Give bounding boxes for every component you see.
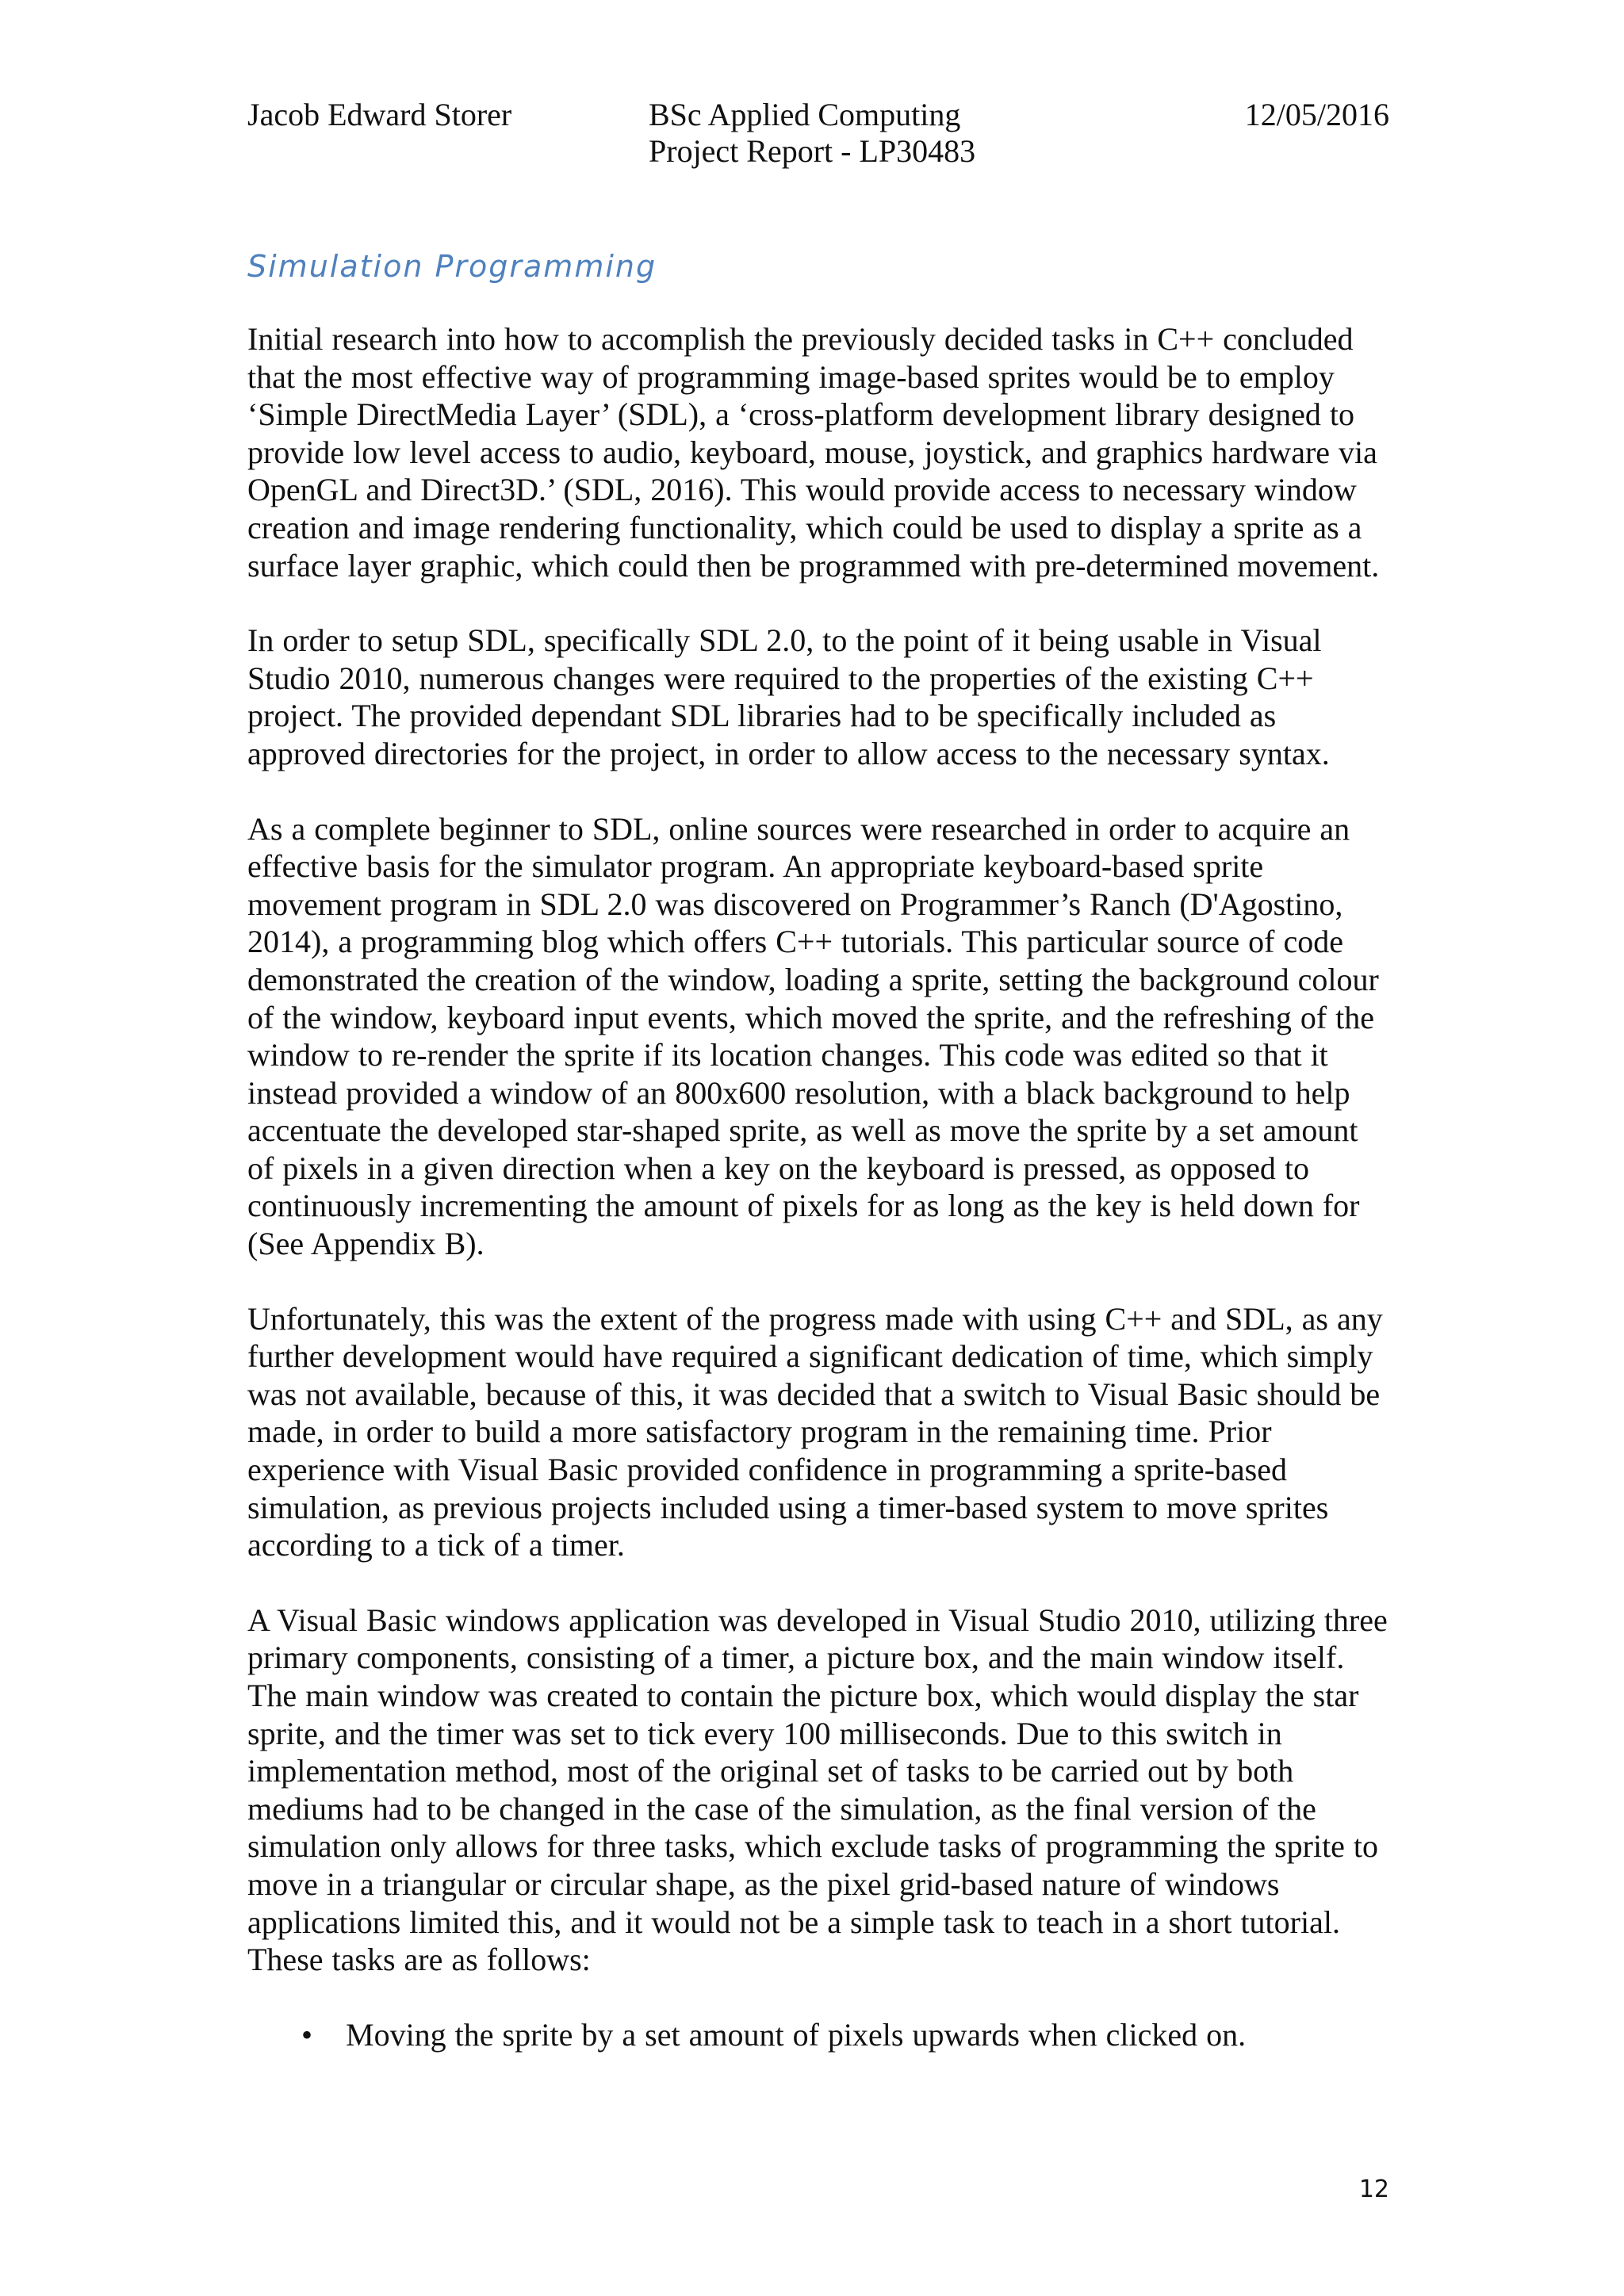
header-date: 12/05/2016 (1244, 97, 1389, 132)
paragraph: As a complete beginner to SDL, online sources were researched in order to acquire an effective basis for the simulator program. An appropriate keyboard-based sprite movement program in SDL 2.0 was discovered on Programmer’s Ranch (D'Agostino, 2014), a programming blog which offers C++ tutorials. This particular source of code demonstrated the creation of the window, loading a sprite, setting the background colour of the window, keyboard input events, which moved the sprite, and the refreshing of the window to re-render the sprite if its location changes. This code was edited so that it instead provided a window of an 800x600 resolution, with a black background to help accentuate the developed star-shaped sprite, as well as move the sprite by a set amount of pixels in a given direction when a key on the keyboard is pressed, as opposed to continuously incrementing the amount of pixels for as long as the key is held down for (See Appendix B). (247, 810, 1379, 1262)
list-item (301, 2016, 1389, 2054)
header-course-line2: Project Report - LP30483 (649, 133, 976, 169)
body-text (247, 320, 1389, 2053)
task-list (247, 2016, 1389, 2054)
paragraph: A Visual Basic windows application was developed in Visual Studio 2010, utilizing three primary components, consisting of a timer, a picture box, and the main window itself. The main window was created to contain the picture box, which would display the star sprite, and the timer was set to tick every 100 milliseconds. Due to this switch in implementation method, most of the original set of tasks to be carried out by both mediums had to be changed in the case of the simulation, as the final version of the simulation only allows for three tasks, which exclude tasks of programming the sprite to move in a triangular or circular shape, as the pixel grid-based nature of windows applications limited this, and it would not be a simple task to teach in a short tutorial. These tasks are as follows: (247, 1601, 1388, 1978)
page-header (247, 97, 1389, 176)
header-course-line1: BSc Applied Computing (649, 97, 961, 132)
bullet-icon: • (301, 2016, 313, 2053)
list-item-text: Moving the sprite by a set amount of pixels upwards when clicked on. (346, 2016, 1247, 2053)
paragraph: Initial research into how to accomplish the previously decided tasks in C++ concluded that the most effective way of programming image-based sprites would be to employ ‘Simple DirectMedia Layer’ (SDL), a ‘cross-platform development library designed to provide low level access to audio, keyboard, mouse, joystick, and graphics hardware via OpenGL and Direct3D.’ (SDL, 2016). This would provide access to necessary window creation and image rendering functionality, which could be used to display a sprite as a surface layer graphic, which could then be programmed with pre-determined movement. (247, 321, 1380, 584)
header-author: Jacob Edward Storer (247, 97, 512, 132)
section-heading: Simulation Programming (247, 249, 657, 284)
paragraph: In order to setup SDL, specifically SDL 2.0, to the point of it being usable in Visual Studio 2010, numerous changes were required to the properties of the existing C++ project. The provided dependant SDL libraries had to be specifically included as approved directories for the project, in order to allow access to the necessary syntax. (247, 622, 1330, 771)
page-number: 12 (1358, 2175, 1389, 2203)
paragraph: Unfortunately, this was the extent of the progress made with using C++ and SDL, as any further development would have required a significant dedication of time, which simply was not available, because of this, it was decided that a switch to Visual Basic should be made, in order to build a more satisfactory program in the remaining time. Prior experience with Visual Basic provided confidence in programming a sprite-based simulation, as previous projects included using a timer-based system to move sprites according to a tick of a timer. (247, 1300, 1383, 1563)
header-course (649, 97, 1061, 170)
